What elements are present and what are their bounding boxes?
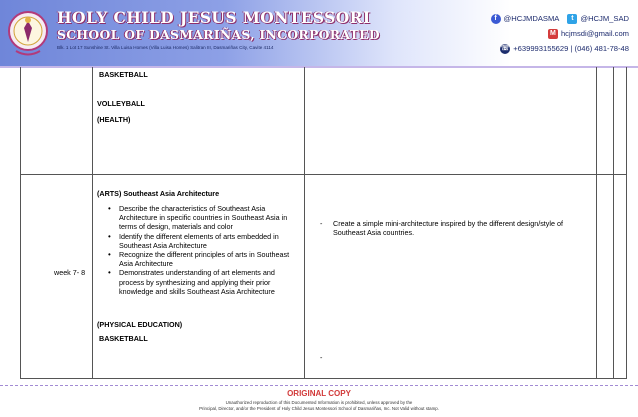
table-border-bottom — [20, 378, 627, 379]
phone-row — [484, 41, 629, 56]
list-item: • Demonstrates understanding of art elements and process by synthesizing and applying their prior knowledge and skills Southeast Asia Architecture — [104, 268, 300, 296]
table-border-right — [626, 67, 627, 379]
list-item: • Identify the different elements of arts embedded in Southeast Asia Architecture — [104, 232, 300, 250]
column-divider — [304, 67, 305, 379]
activity-bullet: - — [320, 353, 323, 362]
column-divider — [92, 67, 93, 379]
email-row — [484, 26, 629, 41]
twitter-handle: @HCJM_SAD — [580, 14, 629, 23]
email-icon: M — [548, 29, 558, 39]
school-subtitle: SCHOOL OF DASMARIÑAS, INCORPORATED — [57, 27, 380, 42]
sport-basketball: BASKETBALL — [99, 70, 148, 79]
curriculum-table — [20, 67, 627, 379]
facebook-handle: @HCJMDASMA — [503, 14, 560, 23]
original-copy-label: ORIGINAL COPY — [287, 389, 351, 398]
pe-basketball: BASKETBALL — [99, 334, 148, 343]
week-label: week 7- 8 — [54, 268, 86, 277]
school-header-banner — [0, 0, 638, 68]
activity-text: Create a simple mini-architecture inspired by the different design/style of Southeast Asia countries. — [333, 219, 563, 238]
twitter-icon: t — [567, 14, 577, 24]
school-seal-logo — [7, 4, 49, 62]
facebook-icon: f — [491, 14, 501, 24]
arts-heading: (ARTS) Southeast Asia Architecture — [97, 189, 220, 198]
phone-icon: ☏ — [500, 44, 510, 52]
footer-divider — [0, 385, 638, 386]
email-address: hcjmsdi@gmail.com — [560, 29, 629, 38]
objectives-list — [104, 204, 300, 296]
phone-numbers: +639993155629 | (046) 481-78-48 — [513, 44, 629, 53]
sport-volleyball: VOLLEYBALL — [97, 99, 145, 108]
activity-bullet: - — [320, 219, 323, 228]
column-divider — [613, 67, 614, 379]
column-divider — [596, 67, 597, 379]
pe-heading: (PHYSICAL EDUCATION) — [97, 320, 183, 329]
social-row — [484, 11, 629, 26]
footer-note-line2: Principal, Director, and/or the President of Holy Child Jesus Montessori School of Dasmariñas, Inc. Not Valid without stamp. — [199, 406, 439, 411]
school-address: Blk. 1 Lot 17 Sunshine St. Villa Luisa Homes (Villa Luisa Homes) Salitran III, Dasmariñas City, Cavite 4114 — [57, 45, 274, 50]
list-item: • Describe the characteristics of Southeast Asia Architecture in specific countries in Southeast Asia in terms of design, materials and color — [104, 204, 300, 232]
table-border-left — [20, 67, 21, 379]
school-name: HOLY CHILD JESUS MONTESSORI — [57, 8, 371, 27]
row-divider — [20, 174, 627, 175]
footer-note-line1: Unauthorized reproduction of this Documented Information is prohibited, unless approved by the — [225, 400, 413, 405]
health-heading: (HEALTH) — [97, 115, 131, 124]
list-item: • Recognize the different principles of arts in Southeast Asia Architecture — [104, 250, 300, 268]
contact-info — [484, 11, 629, 56]
